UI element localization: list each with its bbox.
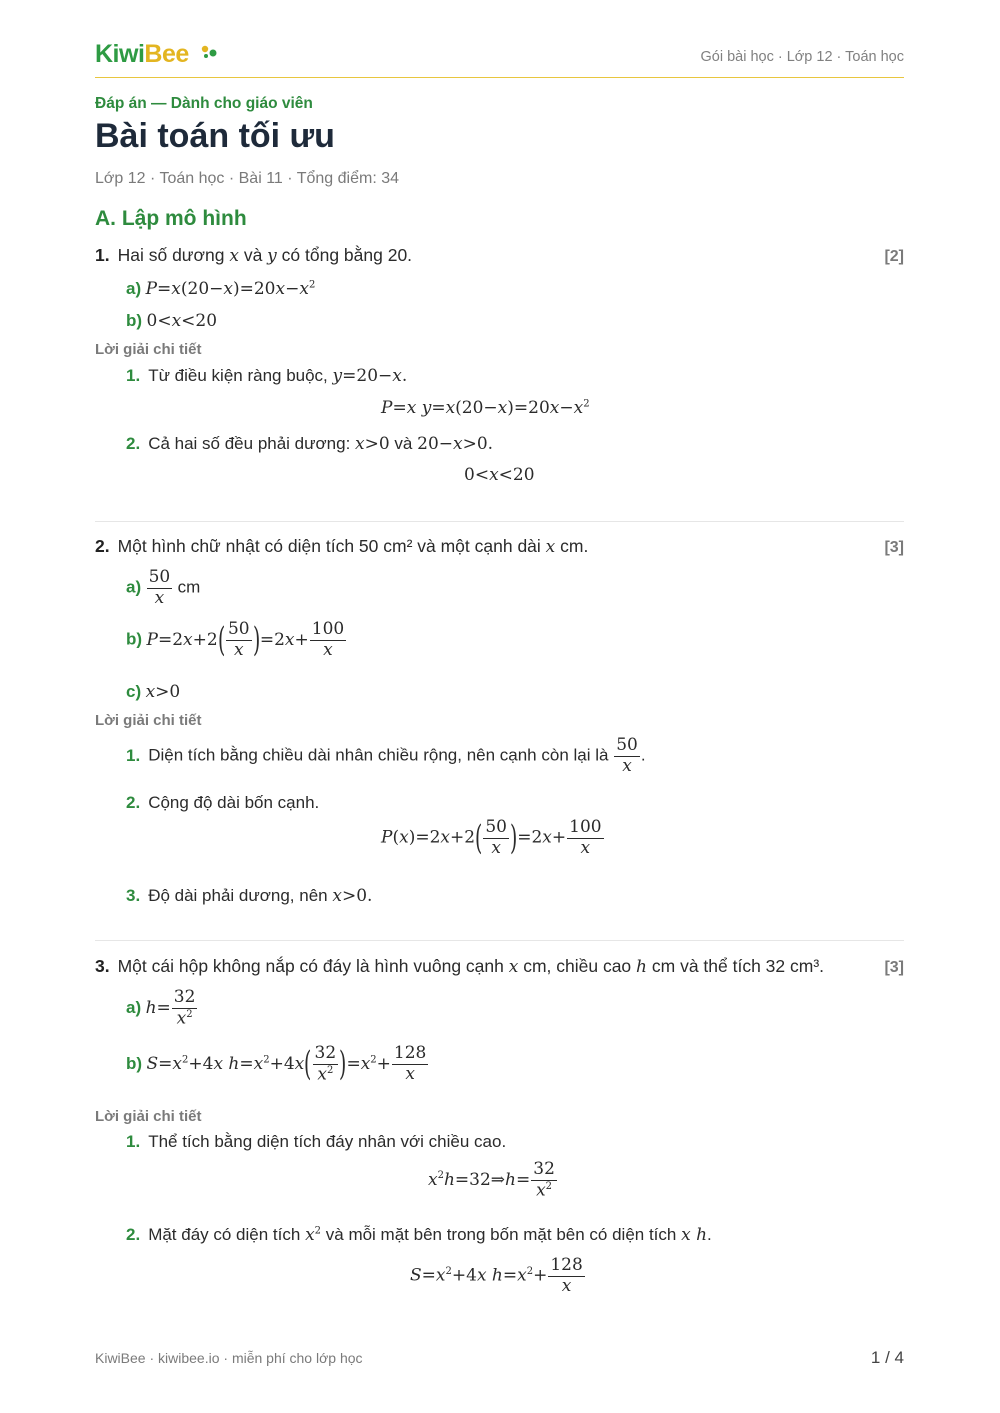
solution-heading: Lời giải chi tiết — [95, 1108, 202, 1125]
solution-step: 2. Mặt đáy có diện tích $x^2$ và mỗi mặt bên trong bốn mặt bên có diện tích x h. — [126, 1225, 712, 1245]
question-3: 3. Một cái hộp không nắp có đáy là hình vuông cạnh x cm, chiều cao h cm và thể tích 32 cm³. — [95, 956, 825, 977]
solution-step: 1. Thể tích bằng diện tích đáy nhân với chiều cao. — [126, 1132, 507, 1151]
math-expression: $P=x(20-x)=20x-x^2$ — [145, 279, 316, 299]
points-badge: [3] — [884, 959, 904, 976]
math-display: P(x)=2x+2( $\frac{50}{x}$ )=2x+ $\frac{100}{x}$ — [381, 817, 602, 859]
points-badge: [3] — [884, 539, 904, 556]
answer-2c: c) x>0 — [126, 682, 181, 702]
answer-3a: a) h= $\frac{32}{x^2}$ — [126, 987, 196, 1029]
question-2: 2. Một hình chữ nhật có diện tích 50 cm² và một cạnh dài x cm. — [95, 536, 589, 557]
divider — [95, 521, 904, 522]
math-display: P=x $y=x(20-x)=20x-x^2$ — [381, 398, 590, 418]
footer-text: KiwiBee · kiwibee.io · miễn phí cho lớp học — [95, 1350, 363, 1366]
solution-step: 2. Cả hai số đều phải dương: x>0 và 20−x>0. — [126, 434, 494, 454]
kiwibee-logo[interactable]: KiwiBee — [95, 40, 189, 69]
answer-2a: a) $\frac{50}{x}$ cm — [126, 567, 201, 608]
solution-heading: Lời giải chi tiết — [95, 341, 202, 358]
doc-meta: Lớp 12 · Toán học · Bài 11 · Tổng điểm: 34 — [95, 170, 400, 187]
page-title: Bài toán tối ưu — [95, 117, 335, 155]
answer-1b: b) 0<x<20 — [126, 311, 218, 331]
answer-2b: b) P=2x+2( $\frac{50}{x}$ )=2x+ $\frac{100}{x}$ — [126, 619, 345, 661]
solution-step: 1. Diện tích bằng chiều dài nhân chiều rộng, nên cạnh còn lại là $\frac{50}{x}$ . — [126, 735, 646, 776]
solution-heading: Lời giải chi tiết — [95, 712, 202, 729]
math-expression: 0<x<20 — [146, 311, 218, 331]
math-display: $x^2h=32\Rightarrow h=$ $\frac{32}{x^2}$ — [428, 1159, 555, 1201]
math-inline: x — [229, 246, 239, 266]
answer-3b: b) $S=x^2+4x$ $h=x^2+4x$( $\frac{32}{x^2}$ )$=x^2+$ $\frac{128}{x}$ — [126, 1043, 427, 1085]
section-heading: A. Lập mô hình — [95, 207, 247, 230]
math-display: $S=x^2+4x$ $h=x^2+$ $\frac{128}{x}$ — [410, 1255, 583, 1296]
solution-step: 2. Cộng độ dài bốn cạnh. — [126, 793, 320, 812]
solution-step: 3. Độ dài phải dương, nên x>0. — [126, 886, 373, 906]
divider — [95, 940, 904, 941]
page-number: 1 / 4 — [870, 1348, 904, 1367]
solution-step: 1. Từ điều kiện ràng buộc, y=20−x. — [126, 366, 408, 386]
math-inline: y — [267, 246, 277, 266]
points-badge: [2] — [884, 248, 904, 265]
page-header — [95, 40, 904, 78]
doc-kicker: Đáp án — Dành cho giáo viên — [95, 95, 313, 112]
question-1: 1. Hai số dương x và y có tổng bằng 20. — [95, 245, 413, 266]
math-display: 0<x<20 — [464, 465, 535, 485]
answer-1a: a) $P=x(20-x)=20x-x^2$ — [126, 279, 316, 299]
breadcrumb: Gói bài học · Lớp 12 · Toán học — [700, 49, 904, 65]
logo-dots-icon — [201, 44, 221, 60]
